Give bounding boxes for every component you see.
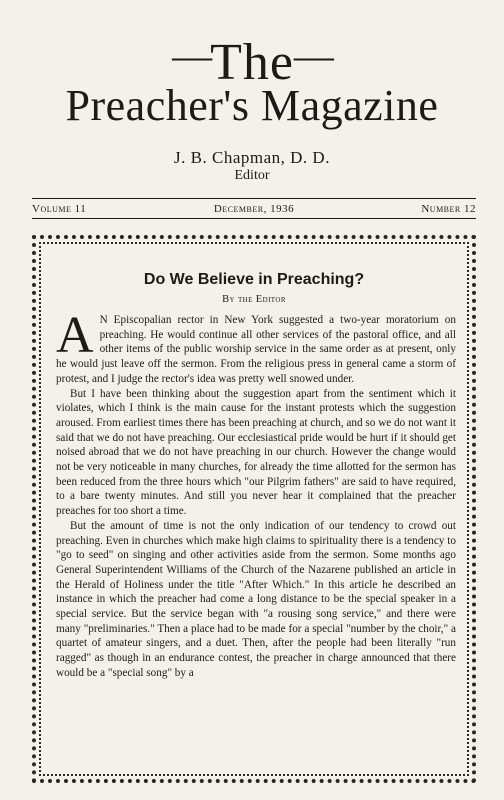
divider-bottom (32, 218, 476, 219)
issue-line (32, 202, 476, 216)
article-paragraph: But the amount of time is not the only indication of our tendency to crowd out preaching. Even in churches which make high claims to spirituality there is a tendency to "go to seed" on singing and other activities aside from the sermon. Some months ago General Superintendent Williams of the Church of the Nazarene published an article in the Herald of Holiness under the title "After Which." In this article he described an instance in which the preacher had come a long distance to be the special speaker in a special service. But the service began with "a rousing song service," and there were many "preliminaries." Then a place had to be made for a special "number by the choir," a quartet of amateur singers, and a duet. Then, after the people had been literally "run ragged" as though in an endurance contest, the preacher in charge announced that there would be a "special song" by a (56, 519, 456, 679)
ornament-dash-left: — (172, 33, 211, 78)
masthead-the-text: The (210, 34, 294, 91)
paragraph-text: N Episcopalian rector in New York suggested a two-year moratorium on preaching. He would continue all other services of the pastoral office, and all other items of the public worship service in the same order as at present, only he would just leave off the sermon. From the religious press in general came a storm of protest, and I judge the rector's idea was pretty well snowed under. (56, 314, 456, 385)
editor-role: Editor (234, 168, 270, 183)
volume-label: Volume 11 (32, 203, 87, 215)
drop-cap: A (56, 313, 94, 364)
article-byline: By the Editor (222, 294, 286, 305)
issue-date: December, 1936 (213, 203, 295, 215)
issue-number: Number 12 (421, 203, 476, 215)
editor-name: J. B. Chapman, D. D. (174, 148, 330, 167)
article-paragraph: But I have been thinking about the suggestion apart from the sentiment which it violates, which I think is the main cause for the instant protests which the suggestion aroused. From earliest times there has been preaching at church, and so we do not want it said that we do not have preaching. Our ecclesiastical pride would be hurt if it should get noised abroad that we do not have preaching in our church. However the change would not be very noticeable in many churches, for already the time allotted for the sermon has been reduced from the three hours which "our Pilgrim fathers" are said to have required, to a bare twenty minutes. And still you never hear it complained that the preacher preaches for too short a time. (56, 387, 456, 518)
article-paragraph (56, 313, 456, 387)
article-title: Do We Believe in Preaching? (143, 271, 365, 288)
masthead-title: Preacher's Magazine (65, 81, 439, 130)
divider-top (32, 198, 476, 199)
ornament-dash-right: — (293, 33, 332, 78)
article-body (56, 313, 456, 773)
